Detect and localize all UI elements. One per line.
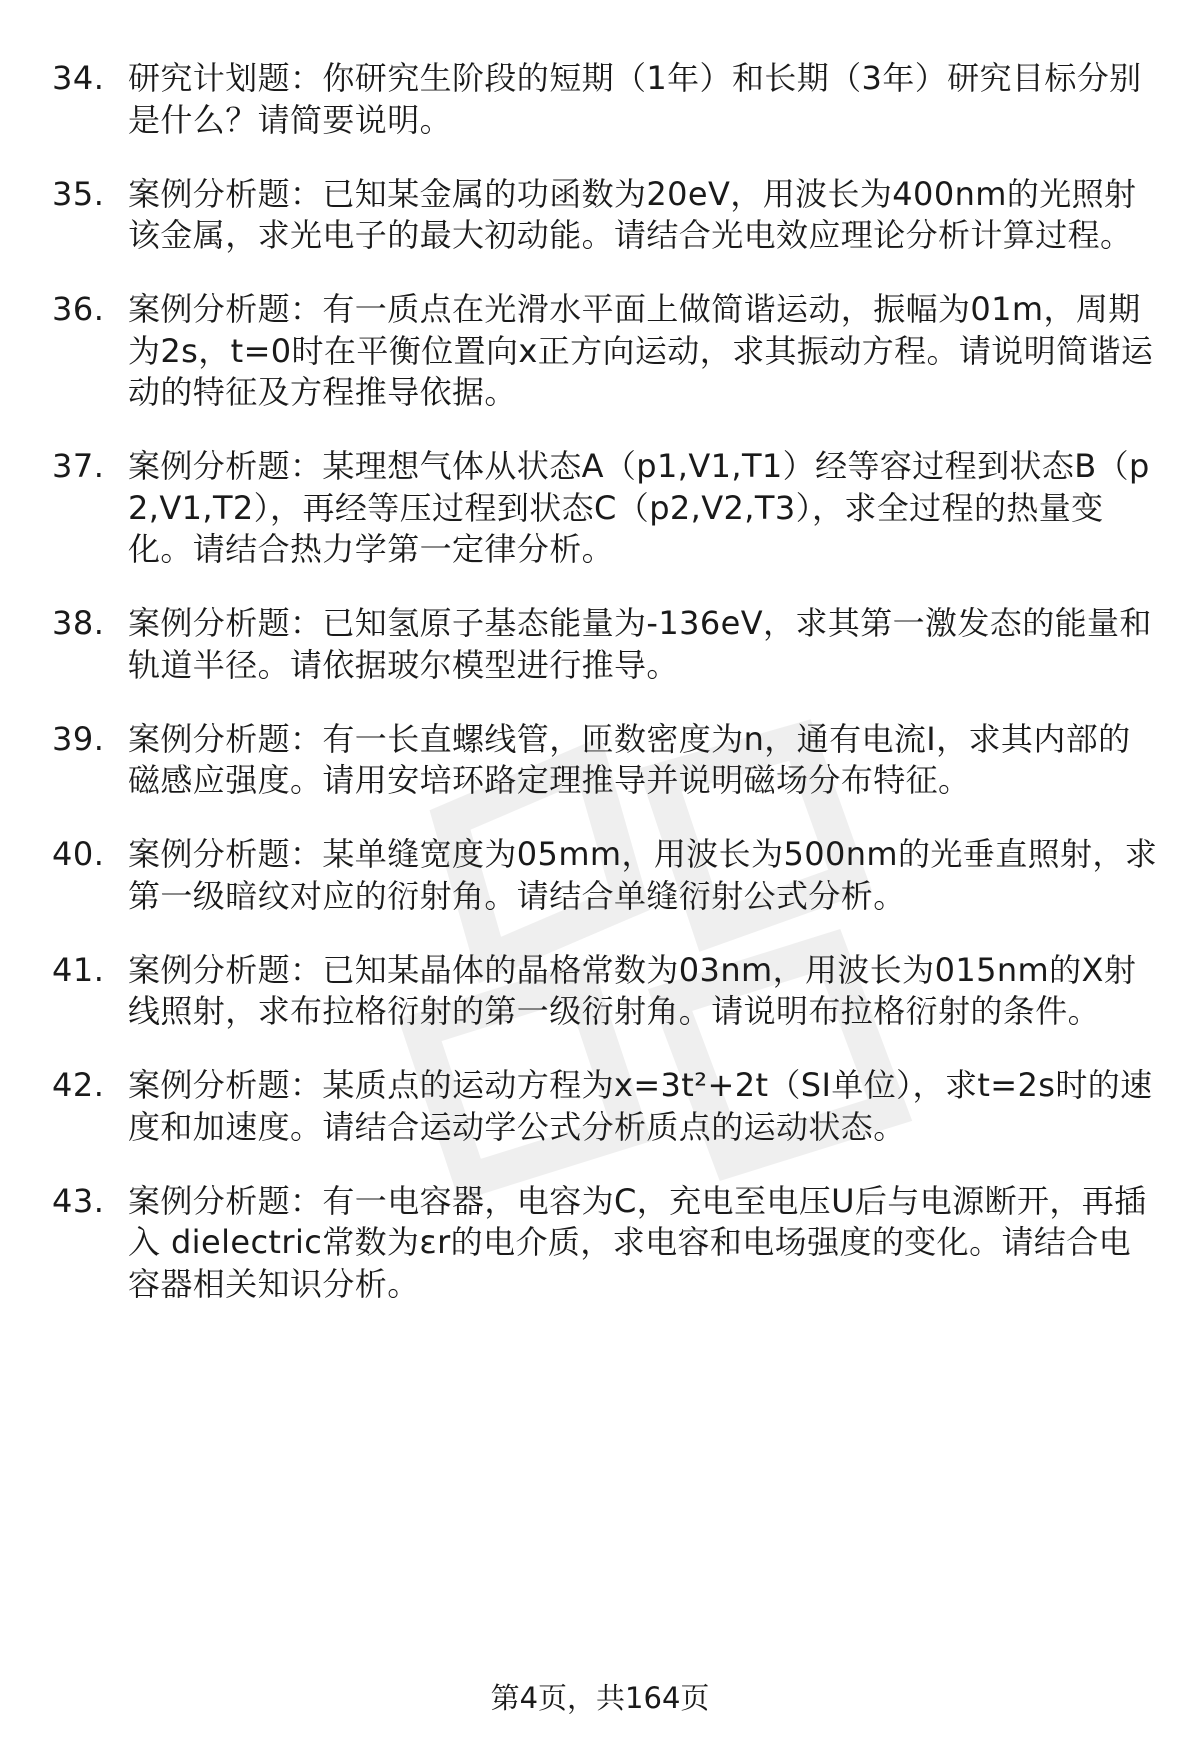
question-number: 38. xyxy=(52,604,105,642)
question-item xyxy=(52,289,1162,414)
question-text: 案例分析题：已知某金属的功函数为20eV，用波长为400nm的光照射该金属，求光电子的最大初动能。请结合光电效应理论分析计算过程。 xyxy=(128,174,1137,254)
question-number: 36. xyxy=(52,290,105,328)
question-text: 案例分析题：某质点的运动方程为x=3t²+2t（SI单位），求t=2s时的速度和加速度。请结合运动学公式分析质点的运动状态。 xyxy=(128,1066,1153,1146)
question-number: 40. xyxy=(52,835,105,873)
question-text: 案例分析题：有一质点在光滑水平面上做简谐运动，振幅为01m，周期为2s，t=0时在平衡位置向x正方向运动，求其振动方程。请说明简谐运动的特征及方程推导依据。 xyxy=(128,290,1154,411)
question-item xyxy=(52,174,1162,257)
question-item xyxy=(52,603,1162,686)
question-number: 39. xyxy=(52,719,105,758)
question-item xyxy=(52,446,1162,571)
question-text: 案例分析题：有一长直螺线管，匝数密度为n，通有电流I，求其内部的磁感应强度。请用安培环路定理推导并说明磁场分布特征。 xyxy=(128,719,1131,799)
question-number: 41. xyxy=(52,950,105,989)
question-text: 案例分析题：某理想气体从状态A（p1,V1,T1）经等容过程到状态B（p2,V1,T2），再经等压过程到状态C（p2,V2,T3），求全过程的热量变化。请结合热力学第一定律分析。 xyxy=(128,447,1150,568)
question-number: 37. xyxy=(52,447,105,485)
question-number: 42. xyxy=(52,1066,105,1104)
question-text: 案例分析题：已知某晶体的晶格常数为03nm，用波长为015nm的X射线照射，求布拉格衍射的第一级衍射角。请说明布拉格衍射的条件。 xyxy=(128,950,1137,1030)
question-text: 案例分析题：已知氢原子基态能量为-136eV，求其第一激发态的能量和轨道半径。请依据玻尔模型进行推导。 xyxy=(128,604,1152,684)
page-number-label: 第4页，共164页 xyxy=(490,1681,710,1715)
question-item xyxy=(52,1065,1162,1148)
question-text: 案例分析题：有一电容器，电容为C，充电至电压U后与电源断开，再插入 dielectric常数为εr的电介质，求电容和电场强度的变化。请结合电容器相关知识分析。 xyxy=(128,1181,1147,1303)
question-number: 34. xyxy=(52,59,105,97)
question-number: 35. xyxy=(52,174,105,213)
question-list xyxy=(52,58,1162,1338)
question-item xyxy=(52,1181,1162,1306)
question-item xyxy=(52,58,1162,141)
question-item xyxy=(52,719,1162,802)
question-item xyxy=(52,950,1162,1033)
question-text: 案例分析题：某单缝宽度为05mm，用波长为500nm的光垂直照射，求第一级暗纹对应的衍射角。请结合单缝衍射公式分析。 xyxy=(128,835,1158,915)
question-number: 43. xyxy=(52,1181,105,1220)
question-item xyxy=(52,834,1162,917)
page-footer xyxy=(0,1680,1200,1716)
question-text: 研究计划题：你研究生阶段的短期（1年）和长期（3年）研究目标分别是什么？请简要说明。 xyxy=(128,59,1142,139)
